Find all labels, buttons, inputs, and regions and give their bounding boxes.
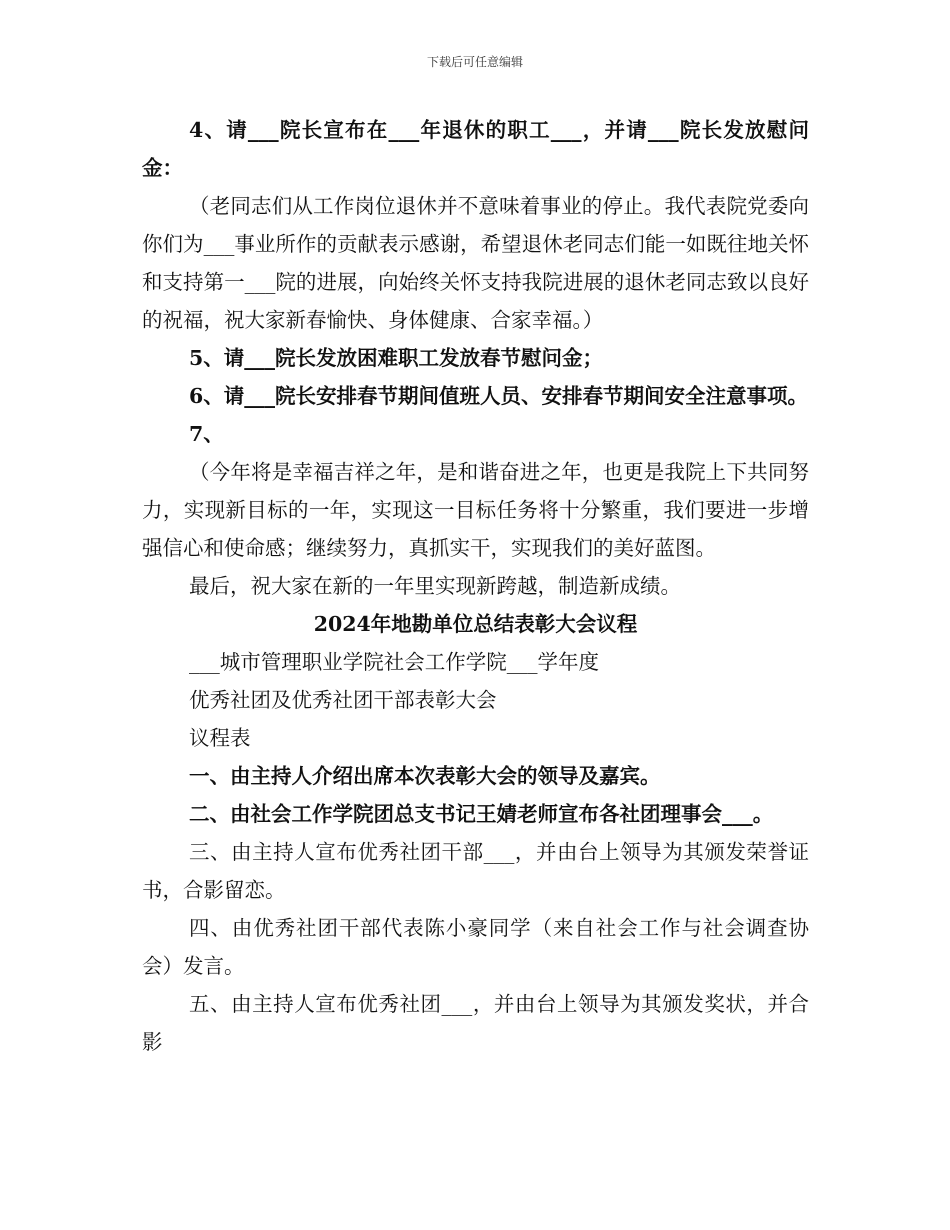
- page-header-note: 下载后可任意编辑: [426, 55, 523, 69]
- body-paragraph: 6、请___院长安排春节期间值班人员、安排春节期间安全注意事项。: [189, 384, 809, 408]
- section-title: 2024年地勘单位总结表彰大会议程: [313, 612, 638, 636]
- body-paragraph: 7、: [189, 422, 224, 446]
- body-paragraph: 最后，祝大家在新的一年里实现新跨越，制造新成绩。: [189, 574, 681, 598]
- agenda-item: ___城市管理职业学院社会工作学院___学年度: [189, 650, 599, 674]
- agenda-list: [142, 643, 809, 1061]
- document-body: [142, 111, 809, 1061]
- agenda-item: 一、由主持人介绍出席本次表彰大会的领导及嘉宾。: [189, 764, 661, 788]
- body-paragraph: 4、请___院长宣布在___年退休的职工___，并请___院长发放慰问金：: [142, 118, 809, 180]
- body-paragraph: （今年将是幸福吉祥之年，是和谐奋进之年，也更是我院上下共同努力，实现新目标的一年，实现这一目标任务将十分繁重，我们要进一步增强信心和使命感；继续努力，真抓实干，实现我们的美好蓝图。: [142, 460, 809, 560]
- speech-paragraphs: [142, 111, 809, 605]
- body-paragraph: 5、请___院长发放困难职工发放春节慰问金；: [189, 346, 604, 370]
- agenda-item: 二、由社会工作学院团总支书记王婧老师宣布各社团理事会___。: [189, 802, 774, 826]
- agenda-item: 三、由主持人宣布优秀社团干部___，并由台上领导为其颁发荣誉证书，合影留恋。: [142, 840, 809, 902]
- agenda-item: 议程表: [189, 726, 251, 750]
- agenda-item: 五、由主持人宣布优秀社团___，并由台上领导为其颁发奖状，并合影: [142, 992, 809, 1054]
- agenda-item: 优秀社团及优秀社团干部表彰大会: [189, 688, 497, 712]
- agenda-item: 四、由优秀社团干部代表陈小豪同学（来自社会工作与社会调查协会）发言。: [142, 916, 809, 978]
- body-paragraph: （老同志们从工作岗位退休并不意味着事业的停止。我代表院党委向你们为___事业所作的贡献表示感谢，希望退休老同志们能一如既往地关怀和支持第一___院的进展，向始终关怀支持我院进展的退休老同志致以良好的祝福，祝大家新春愉快、身体健康、合家幸福。）: [142, 194, 809, 332]
